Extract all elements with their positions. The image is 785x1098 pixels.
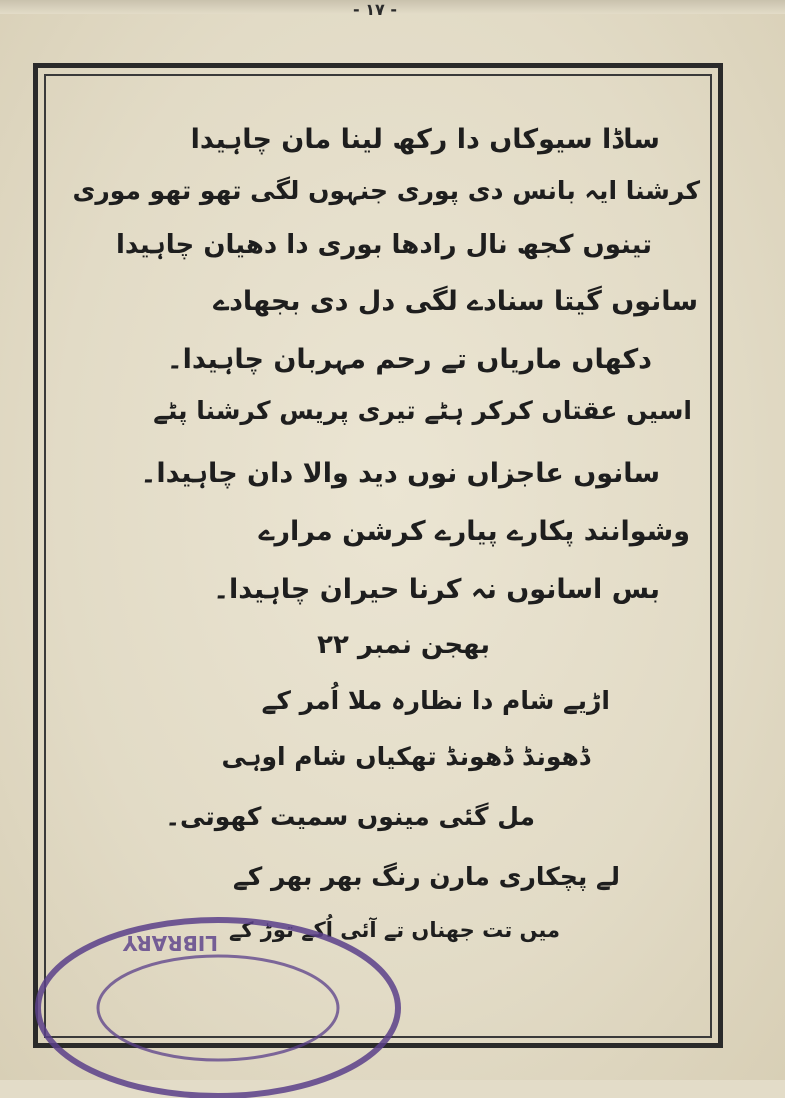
poem-line-1: ساڈا سیوکاں دا رکھ لینا مان چاہیدا [190,124,660,155]
poem-line-3: تینوں کجھ نال رادھا بوری دا دھیان چاہیدا [115,230,652,260]
poem-line-6: اسیں عقتاں کرکر ہٹے تیری پریس کرشنا پٹے [153,396,692,425]
stamp-text: LIBRARY [122,931,218,955]
poem2-line-5: میں تت جھناں تے آئی اُکے توڑ کے [228,918,560,942]
poem2-line-3: مل گئی مینوں سمیت کھوتی۔ [165,802,535,831]
poem2-line-2: ڈھونڈ ڈھونڈ تھکیاں شام اوہی [221,742,590,771]
poem2-line-4: لے پچکاری مارن رنگ بھر بھر کے [233,862,620,891]
poem-line-9: بس اسانوں نہ کرنا حیران چاہیدا۔ [213,574,660,605]
page-number-mark: - ۱۷ - [353,0,397,19]
poem-line-5: دکھاں ماریاں تے رحم مہربان چاہیدا۔ [166,344,652,375]
poem-line-4: سانوں گیتا سنادے لگی دل دی بجھادے [213,286,698,317]
bhajan-heading: بھجن نمبر ۲۲ [317,630,490,660]
poem-line-7: سانوں عاجزاں نوں دید والا دان چاہیدا۔ [140,458,660,489]
poem2-line-1: اڑیے شام دا نظارہ ملا اُمر کے [261,686,610,715]
poem-text-block [60,92,700,982]
library-stamp [28,908,408,1098]
poem-line-8: وشوانند پکارے پیارے کرشن مرارے [258,516,690,547]
poem-line-2: کرشنا ایہ بانس دی پوری جنہوں لگی تھو تھو موری [72,176,700,205]
